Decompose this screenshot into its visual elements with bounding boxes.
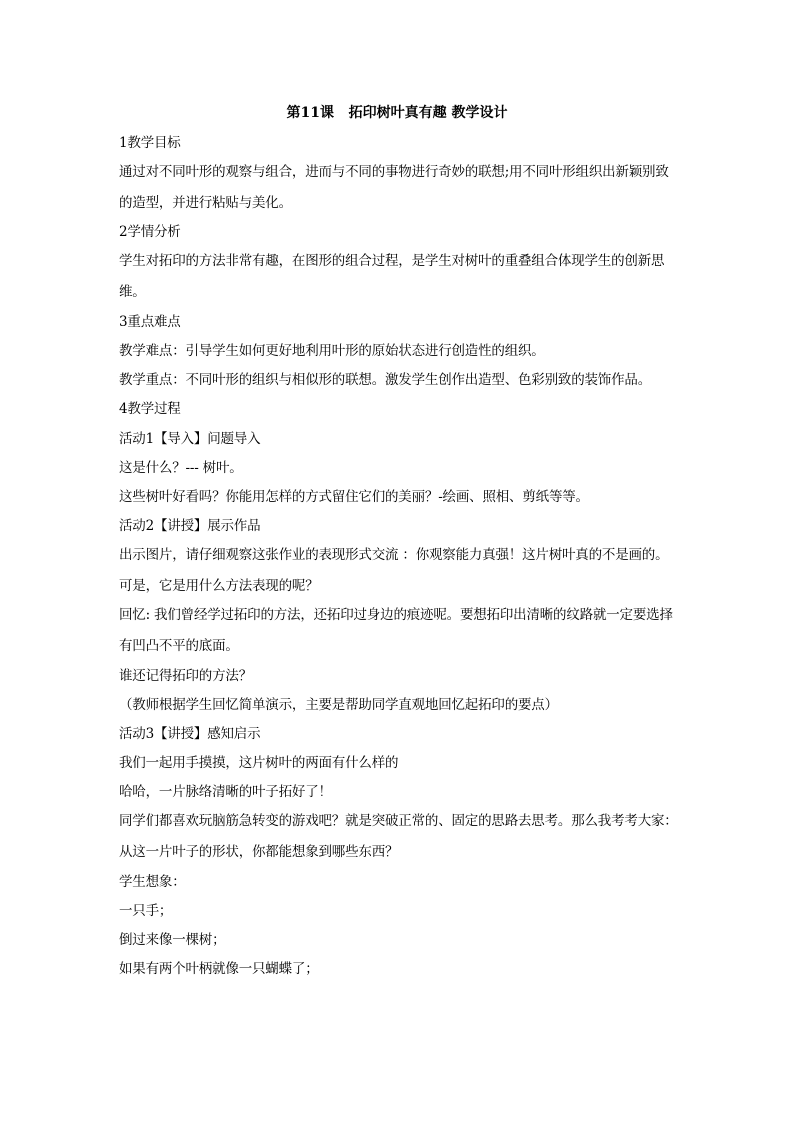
paragraph-key-point: 教学重点：不同叶形的组织与相似形的联想。激发学生创作出造型、色彩别致的装饰作品。 bbox=[119, 372, 651, 389]
activity-1-heading: 活动1【导入】问题导入 bbox=[119, 430, 261, 447]
paragraph-touch-leaf: 我们一起用手摸摸，这片树叶的两面有什么样的 bbox=[119, 755, 399, 772]
document-title: 第11课 拓印树叶真有趣 教学设计 bbox=[286, 105, 508, 121]
activity-3-heading: 活动3【讲授】感知启示 bbox=[119, 726, 261, 742]
paragraph-teacher-demo: （教师根据学生回忆简单演示，主要是帮助同学直观地回忆起拓印的要点） bbox=[119, 696, 558, 713]
paragraph-student-analysis-text: 学生对拓印的方法非常有趣，在图形的组合过程，是学生对树叶的重叠组合体现学生的创新思维。 bbox=[119, 253, 665, 301]
heading-teaching-process: 4教学过程 bbox=[119, 401, 181, 418]
paragraph-question-pretty: 这些树叶好看吗？你能用怎样的方式留住它们的美丽？-绘画、照相、剪纸等等。 bbox=[119, 488, 589, 505]
activity-2-heading: 活动2【讲授】展示作品 bbox=[119, 518, 261, 535]
list-item-butterfly: 如果有两个叶柄就像一只蝴蝶了； bbox=[119, 961, 319, 978]
paragraph-brain-teaser: 同学们都喜欢玩脑筋急转变的游戏吧？就是突破正常的、固定的思路去思考。那么我考考大家：从这一片叶子的形状，你都能想象到哪些东西？ bbox=[119, 813, 678, 861]
list-item-tree: 倒过来像一棵树； bbox=[119, 932, 226, 949]
paragraph-who-remembers: 谁还记得拓印的方法？ bbox=[119, 667, 252, 684]
paragraph-difficulty: 教学难点：引导学生如何更好地利用叶形的原始状态进行创造性的组织。 bbox=[119, 342, 545, 359]
paragraph-recall: 回忆: 我们曾经学过拓印的方法，还拓印过身边的痕迹呢。要想拓印出清晰的纹路就一定要选择有凹凸不平的底面。 bbox=[119, 606, 673, 654]
heading-student-analysis: 2学情分析 bbox=[119, 224, 181, 241]
document-body bbox=[119, 133, 679, 989]
paragraph-leaf-done: 哈哈，一片脉络清晰的叶子拓好了！ bbox=[119, 784, 332, 801]
paragraph-objectives-text: 通过对不同叶形的观察与组合，进而与不同的事物进行奇妙的联想;用不同叶形组织出新颖别致的造型，并进行粘贴与美化。 bbox=[119, 163, 669, 211]
paragraph-student-imagine: 学生想象： bbox=[119, 873, 186, 890]
list-item-hand: 一只手； bbox=[119, 902, 173, 919]
heading-key-difficulties: 3重点难点 bbox=[119, 313, 181, 330]
paragraph-question-what: 这是什么？--- 树叶。 bbox=[119, 459, 243, 476]
heading-teaching-objectives: 1教学目标 bbox=[119, 135, 181, 151]
paragraph-show-picture: 出示图片，请仔细观察这张作业的表现形式交流 ：你观察能力真强！这片树叶真的不是画的。可是，它是用什么方法表现的呢？ bbox=[119, 546, 669, 594]
